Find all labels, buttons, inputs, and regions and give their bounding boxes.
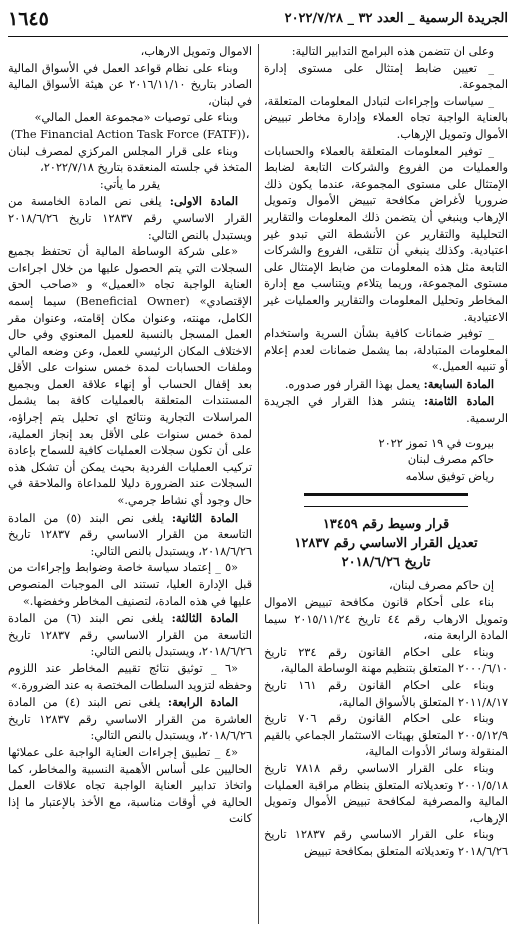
decision-title: قرار وسيط رقم ١٣٤٥٩: [322, 517, 450, 533]
list-item: _ توفير ضمانات كافية بشأن السرية واستخدام المعلومات المتبادلة، بما يشمل ضمانات لعدم إعلام أو تنبيه العميل.»: [264, 327, 508, 374]
article-quote: «٥ _ إعتماد سياسة خاصة وضوابط وإجراءات من قبل الإدارة العليا، تستند الى الموجبات المنصوص عليها في هذه المادة، لتصنيف المخاطر وخفضها.»: [8, 561, 252, 608]
article-label: المادة الثامنة:: [424, 394, 494, 409]
decides-line: يقرر ما يأتي:: [99, 177, 161, 191]
decision-date: تاريخ ٢٠١٨/٦/٢٦: [341, 555, 431, 571]
article-3: [8, 610, 252, 661]
page-header: [8, 8, 508, 34]
article-text: يلغى نص البند (٤) من المادة العاشرة من القرار الاساسي رقم ١٢٨٣٧ تاريخ ٢٠١٨/٦/٢٦، ويستبدل بالنص التالي:: [8, 696, 253, 743]
article-2: [8, 510, 252, 561]
list-item: _ سياسات وإجراءات لتبادل المعلومات المتعلقة، بالعناية الواجبة تجاه العملاء وإدارة مخاطر تبييض الأموال وتمويل الإرهاب.: [264, 94, 508, 141]
article-text: يلغى نص البند (٦) من المادة التاسعة من القرار الاساسي رقم ١٢٨٣٧ تاريخ ٢٠١٨/٦/٢٦، ويستبدل بالنص التالي:: [8, 612, 252, 659]
article-label: المادة الاولى:: [169, 194, 238, 209]
list-item: _ تعيين ضابط إمتثال على مستوى إدارة المجموعة.: [264, 61, 508, 92]
signature-name: رياض توفيق سلامه: [405, 469, 494, 483]
paragraph: الاموال وتمويل الارهاب،: [140, 45, 252, 58]
paragraph: وبناء على توصيات «مجموعة العمل المالي»: [34, 111, 238, 125]
paragraph: وبناء على قرار المجلس المركزي لمصرف لبنان المتخذ في جلسته المنعقدة بتاريخ ٢٠٢٢/٧/١٨،: [8, 144, 252, 175]
article-text: يعمل بهذا القرار فور صدوره.: [284, 377, 424, 391]
article-7: [264, 376, 508, 394]
fatf-name: (The Financial Action Task Force (FATF))،: [10, 127, 250, 141]
article-label: المادة الرابعة:: [167, 695, 238, 710]
signature-date: بيروت في ١٩ تموز ٢٠٢٢: [378, 436, 494, 450]
article-text: يلغى نص المادة الخامسة من القرار الاساسي رقم ١٢٨٣٧ تاريخ ٢٠١٨/٦/٢٦ ويستبدل بالنص التالي:: [8, 195, 252, 242]
paragraph: وبناء على احكام القانون رقم ٢٣٤ تاريخ ٢٠٠٠/٦/١٠ المتعلق بتنظيم مهنة الوساطة المالية،: [264, 645, 508, 676]
paragraph: وبناء على احكام القانون رقم ٧٠٦ تاريخ ٢٠٠٥/١٢/٩ المتعلق بهيئات الاستثمار الجماعي بالقيم المنقولة وسائر الأدوات المالية،: [264, 712, 508, 759]
header-rule: [8, 36, 508, 37]
section-separator: [304, 493, 468, 507]
list-item: _ توفير المعلومات المتعلقة بالعملاء والحسابات والعمليات من الفروع والشركات التابعة لضابط الإمتثال على مستوى المجموعة، عندما يكون ذلك ضروريا لأغراض مكافحة تبييض الأموال وتمويل الإرهاب وينبغي أن يتضمن ذلك المعلومات والتقارير التحليلية والتقارير عن الأنشطة التي تبدو غير اعتيادية. وكذلك ينبغي أن تتلقى، الفروع والشركات التابعة مثل هذه المعلومات من ضابط الإمتثال على مستوى المجموعة، وريما يتلاءم ويتناسب مع إدارة المخاطر وتحليل المعلومات والتقارير والعمليات غير الاعتيادية.: [264, 144, 508, 324]
page-number: ١٦٤٥: [8, 8, 49, 30]
article-1: [8, 193, 252, 244]
paragraph: إن حاكم مصرف لبنان،: [389, 579, 494, 593]
signature-block: [264, 436, 508, 486]
decision-subtitle: تعديل القرار الاساسي رقم ١٢٨٣٧: [294, 536, 478, 552]
signature-title: حاكم مصرف لبنان: [407, 453, 494, 467]
paragraph: بناء على أحكام قانون مكافحة تبييض الاموال وتمويل الارهاب رقم ٤٤ تاريخ ٢٠١٥/١١/٢٤ سيما المادة الرابعة منه،: [264, 596, 508, 643]
paragraph: وبناء على احكام القانون رقم ١٦١ تاريخ ٢٠١١/٨/١٧ المتعلق بالأسواق المالية،: [264, 679, 508, 709]
article-quote: «٦ _ توثيق نتائج تقييم المخاطر عند اللزوم وحفظه لتزويد السلطات المختصة به عند الضرورة.»: [8, 661, 252, 692]
article-text: ينشر هذا القرار في الجريدة الرسمية.: [264, 395, 508, 426]
column-divider: [258, 44, 259, 924]
paragraph: وعلى ان تتضمن هذه البرامج التدابير التالية:: [291, 45, 494, 58]
paragraph: وبناء على نظام قواعد العمل في الأسواق المالية الصادر بتاريخ ٢٠١٦/١١/١٠ عن هيئة الأسواق المالية في لبنان،: [8, 61, 252, 108]
paragraph: وبناء على القرار الاساسي رقم ٧٨١٨ تاريخ ٢٠٠١/٥/١٨ وتعديلاته المتعلق بنظام مراقبة العمليات المالية والمصرفية لمكافحة تبييض الأموال وتمويل الإرهاب،: [264, 761, 508, 825]
article-quote: «٤ _ تطبيق إجراءات العناية الواجبة على عملائها الحاليين على أساس الأهمية النسبية والمخاطر، كما واتخاذ تدابير العناية الواجبة تجاه علاقات العمل الحالية في أوقات مناسبة، مع الأخذ بالإعتبار ما إذا كانت: [8, 745, 252, 826]
article-quote: «على شركة الوساطة المالية أن تحتفظ بجميع السجلات التي يتم الحصول عليها من خلال اجراءات العناية الواجبة تجاه «العميل» و «صاحب الحق الإقتصادي» (Beneficial Owner) سيما إسمه الكامل، مهنته، وعنوان مكان إقامته، وعنوان مقر العمل المسجل بالنسبة للعميل المعنوي وفي حال الاختلاف المكان الرئيسي للعمل، وعن وضعه المالي وملفات الحسابات لمدة خمس سنوات على الأقل بعد إقفال الحساب أو إنهاء علاقة العمل وبجميع المستندات المتعلقة بالعمليات كافة بما يشمل المراسلات التجارية ونتائج اي تحليل يتم إجراؤه، لمدة خمس سنوات على الأقل بعد إنجاز العملية، على أن تكون سجلات العمليات كافية للسماح بإعادة تركيب العمليات الفردية بحيث يمكن أن تشكل هذه السجلات عند الضرورة دليلا للمداعاة والملاحقة في حال وجود أي نشاط جرمي.»: [8, 245, 252, 508]
header-title: الجريدة الرسمية _ العدد ٣٢ _ ٢٠٢٢/٧/٢٨: [284, 11, 508, 26]
article-label: المادة السابعة:: [423, 376, 494, 391]
article-label: المادة الثالثة:: [171, 611, 238, 626]
article-text: يلغى نص البند (٥) من المادة التاسعة من القرار الاساسي رقم ١٢٨٣٧ تاريخ ٢٠١٨/٦/٢٦، ويستبدل بالنص التالي:: [8, 511, 252, 558]
article-label: المادة الثانية:: [171, 510, 238, 525]
left-column: [8, 44, 252, 828]
article-4: [8, 694, 252, 745]
paragraph: وبناء على القرار الاساسي رقم ١٢٨٣٧ تاريخ ٢٠١٨/٦/٢٦ وتعديلاته المتعلق بمكافحة تبييض: [264, 828, 508, 858]
right-column: [264, 44, 508, 861]
article-8: [264, 393, 508, 427]
